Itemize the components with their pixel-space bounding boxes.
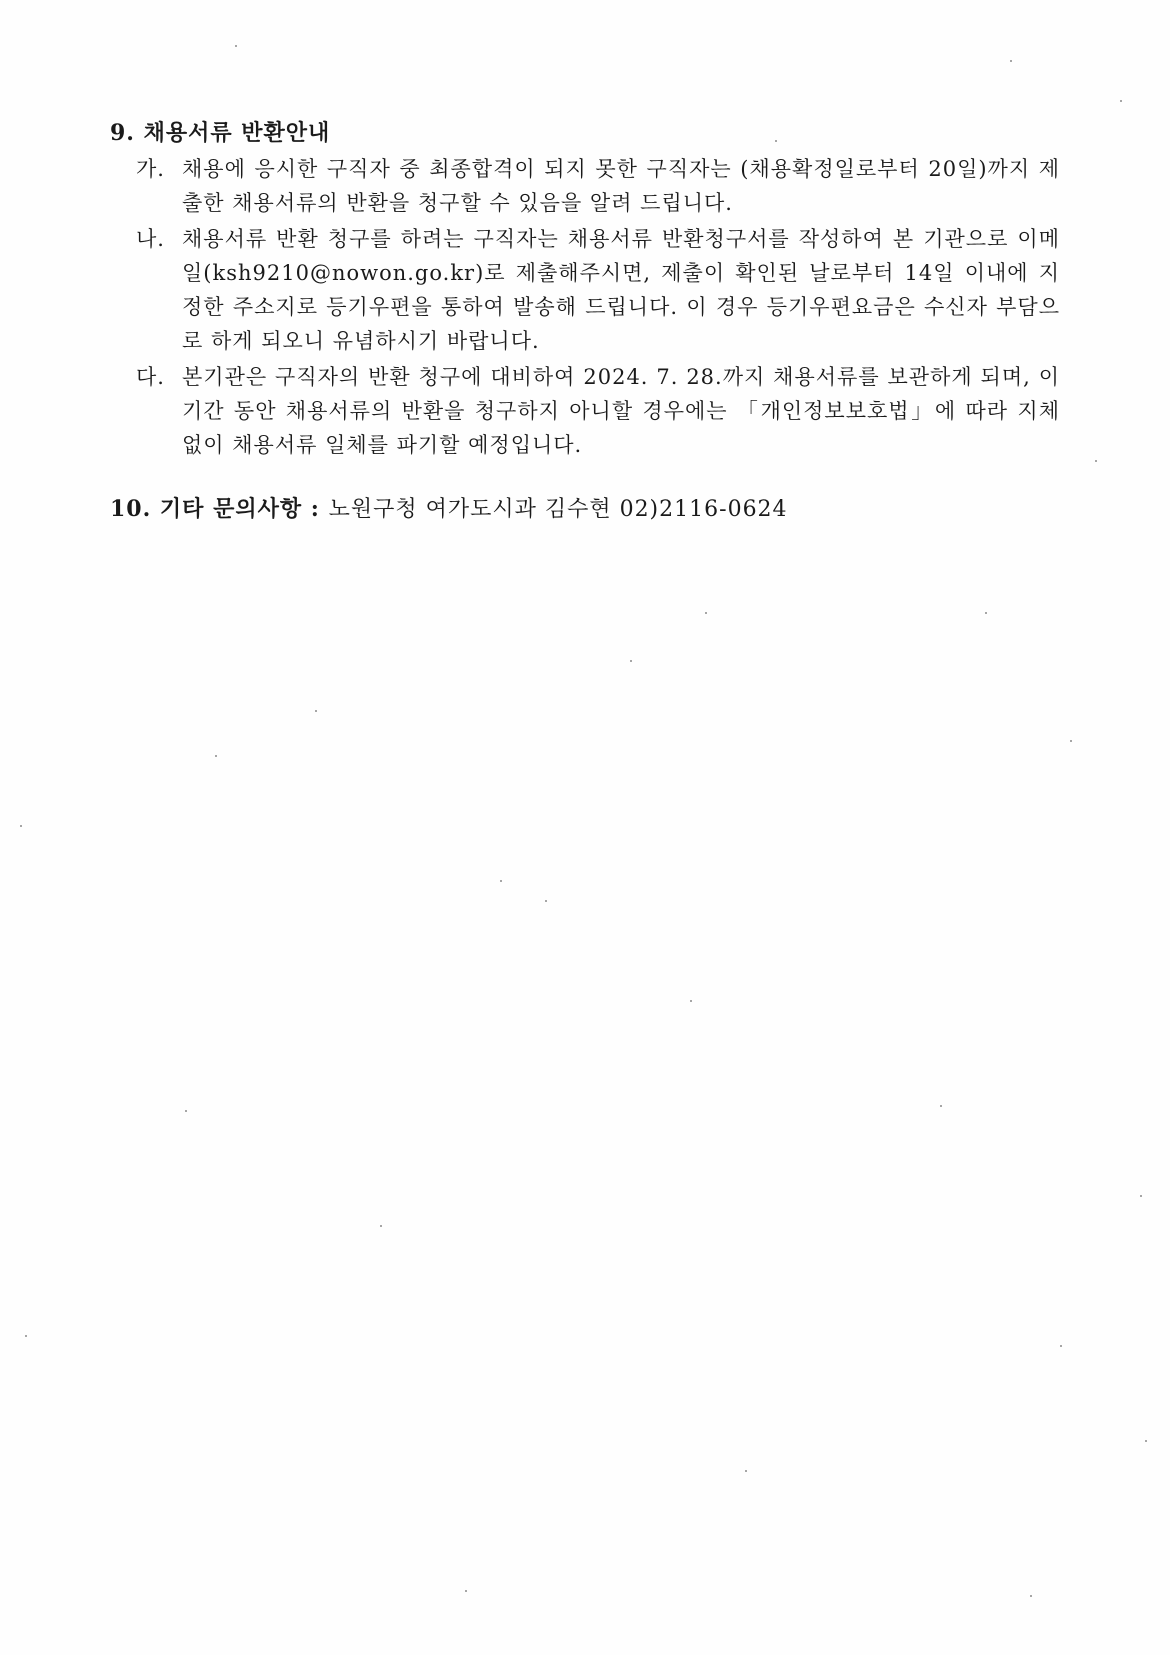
item-marker-da: 다. bbox=[136, 365, 165, 389]
section-10-label: 10. 기타 문의사항 : bbox=[110, 496, 320, 522]
item-marker-ga: 가. bbox=[136, 157, 165, 181]
item-marker-na: 나. bbox=[136, 227, 165, 251]
section-10-inquiry bbox=[110, 492, 1060, 527]
item-text-na: 채용서류 반환 청구를 하려는 구직자는 채용서류 반환청구서를 작성하여 본 기관으로 이메일(ksh9210@nowon.go.kr)로 제출해주시면, 제출이 확인된 날로부터 14일 이내에 지정한 주소지로 등기우편을 통하여 발송해 드립니다. 이 경우 등기우편요금은 수신자 부담으로 하게 되오니 유념하시기 바랍니다. bbox=[182, 227, 1060, 353]
section-9-title: 9. 채용서류 반환안내 bbox=[110, 120, 331, 146]
item-text-da: 본기관은 구직자의 반환 청구에 대비하여 2024. 7. 28.까지 채용서류를 보관하게 되며, 이 기간 동안 채용서류의 반환을 청구하지 아니할 경우에는 「개인정보보호법」에 따라 지체없이 채용서류 일체를 파기할 예정입니다. bbox=[182, 365, 1060, 457]
section-10-contact: 노원구청 여가도시과 김수현 02)2116-0624 bbox=[328, 497, 788, 522]
document-body bbox=[110, 116, 1060, 527]
item-text-ga: 채용에 응시한 구직자 중 최종합격이 되지 못한 구직자는 (채용확정일로부터 20일)까지 제출한 채용서류의 반환을 청구할 수 있음을 알려 드립니다. bbox=[182, 157, 1060, 215]
section-9-item-ga bbox=[110, 152, 1060, 220]
section-9-item-da bbox=[110, 360, 1060, 462]
section-9-item-na bbox=[110, 222, 1060, 358]
